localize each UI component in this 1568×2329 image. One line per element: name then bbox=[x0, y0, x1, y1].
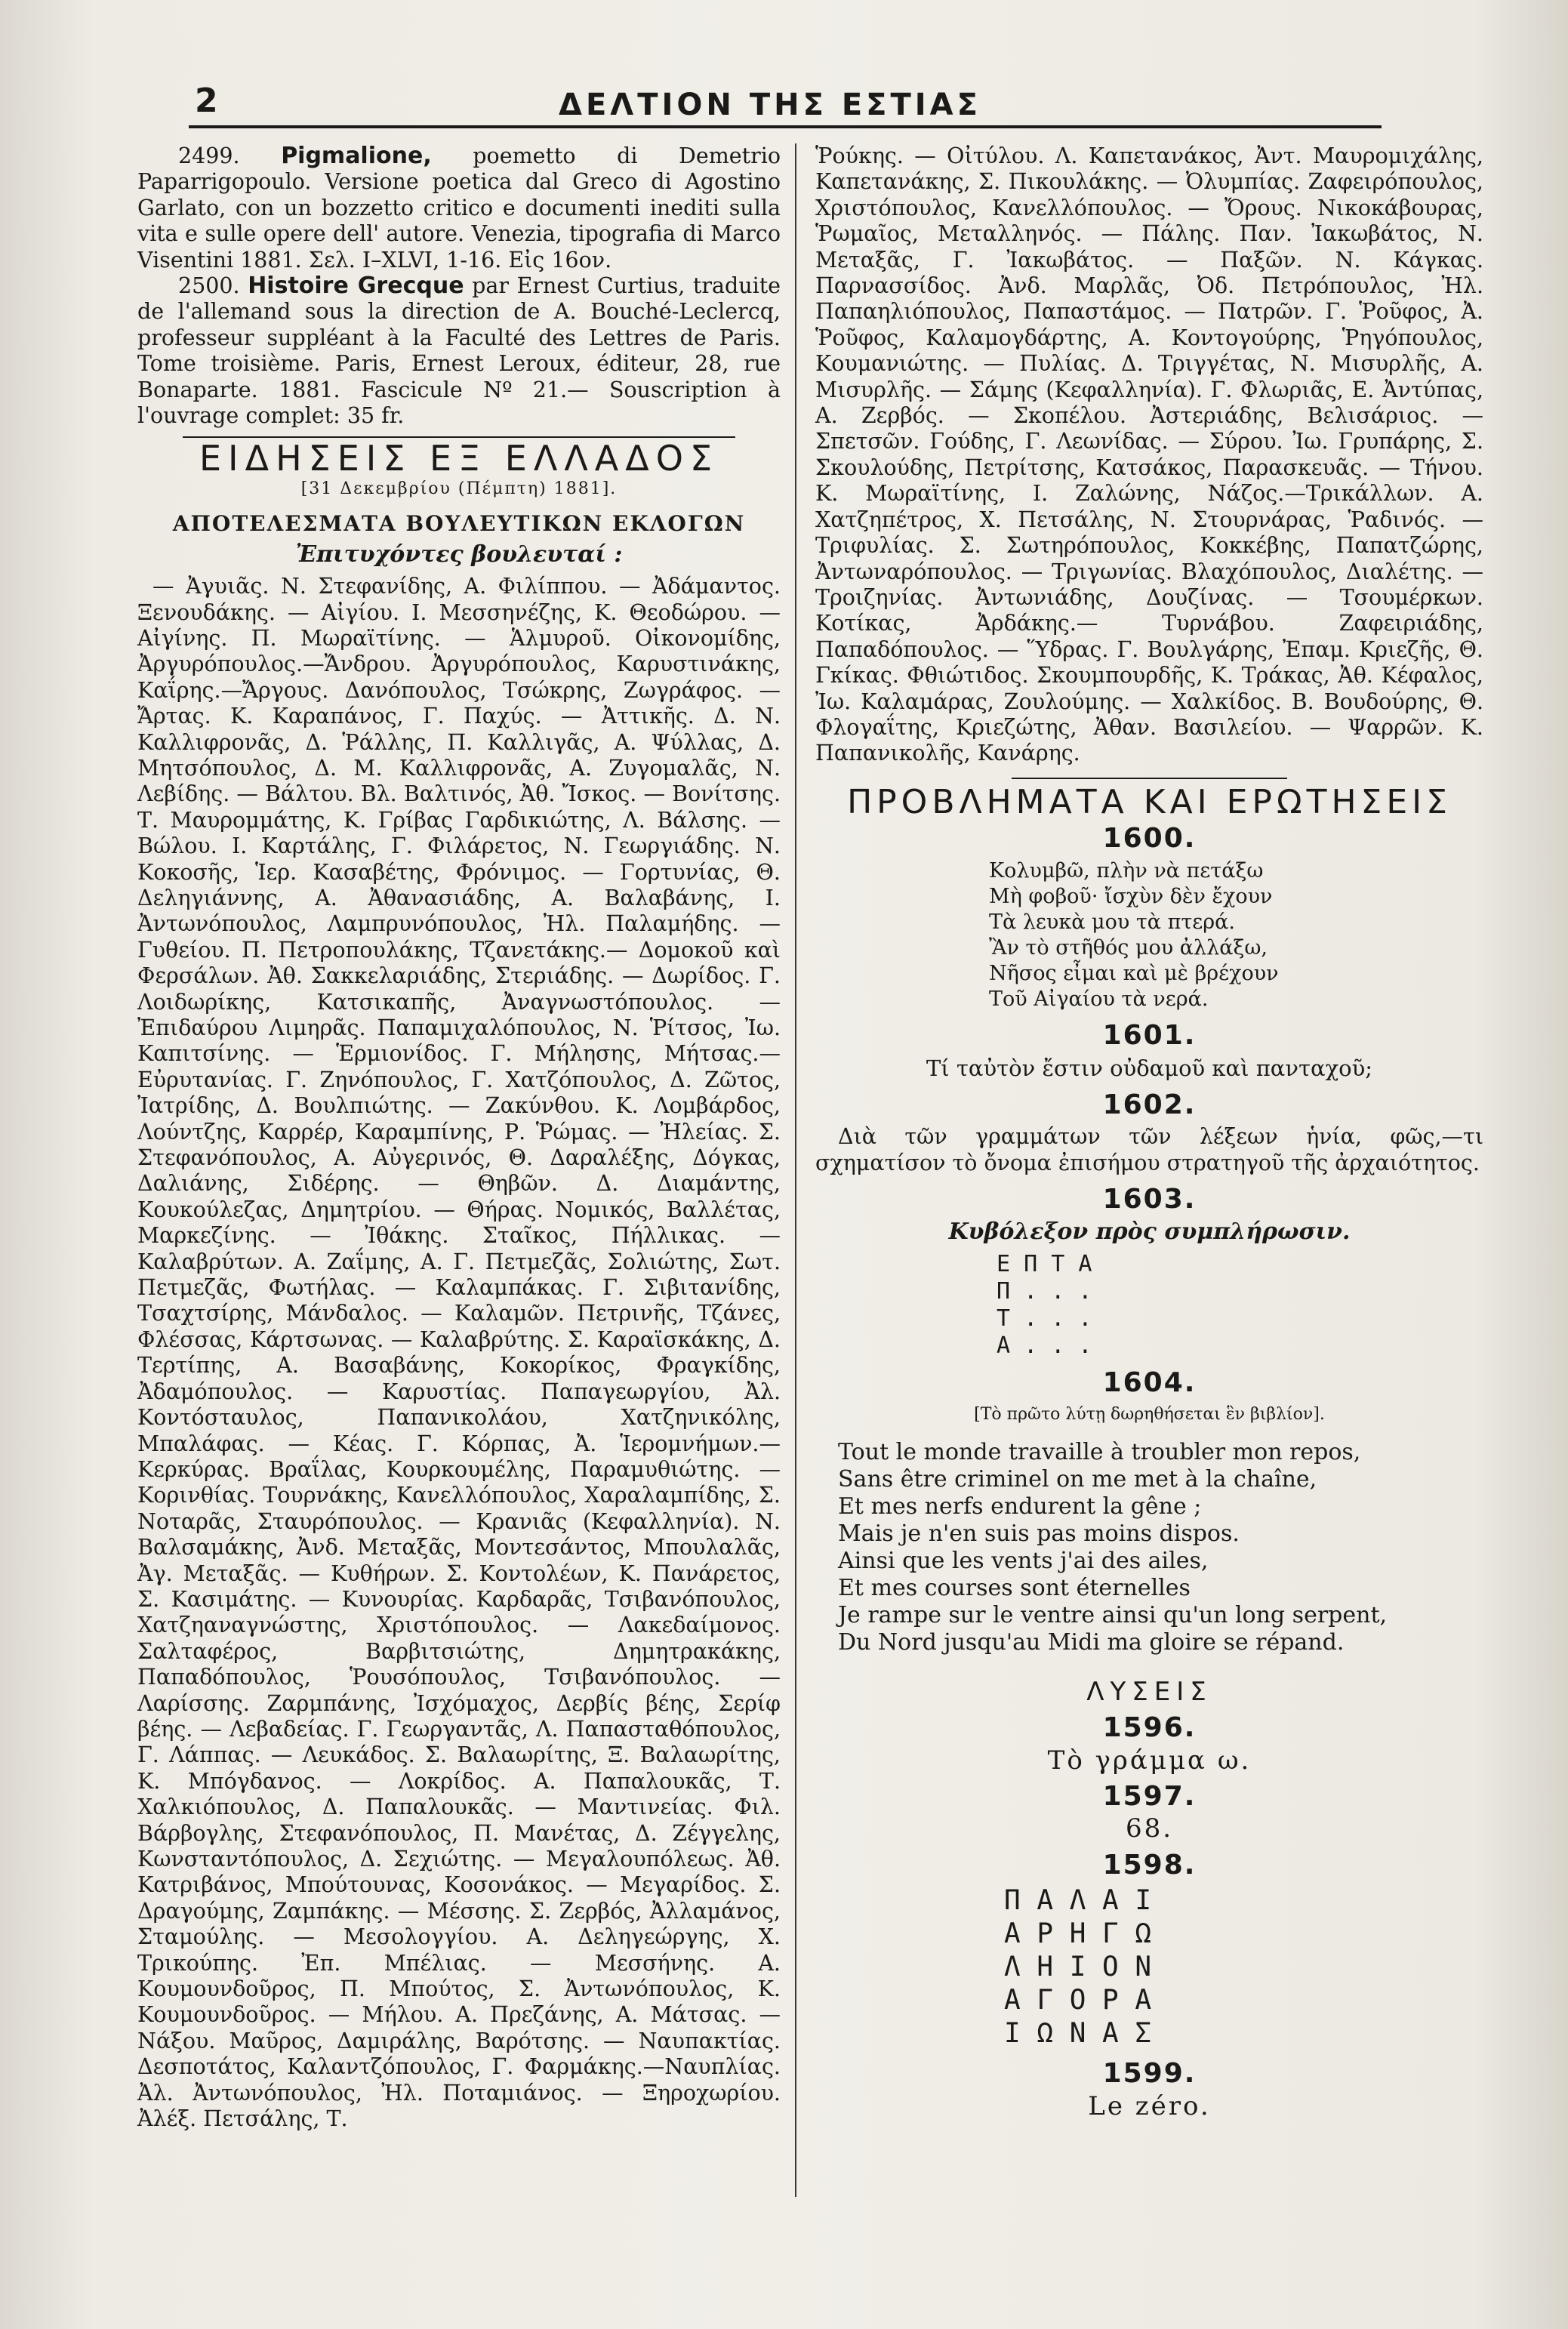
left-column bbox=[137, 143, 781, 2132]
dateline: [31 Δεκεμβρίου (Πέμπτη) 1881]. bbox=[300, 479, 618, 498]
verse-line: Ἂν τὸ στῆθός μου ἀλλάξω, bbox=[989, 935, 1268, 960]
verse-line: Νῆσος εἶμαι καὶ μὲ βρέχουν bbox=[989, 961, 1279, 985]
word-square-row: Π . . . bbox=[997, 1278, 1092, 1305]
solution-number: 1596. bbox=[1102, 1712, 1197, 1744]
word-square-row: Ε Π Τ Α bbox=[997, 1251, 1092, 1277]
verse-line: Tout le monde travaille à troubler mon repos, bbox=[838, 1438, 1361, 1465]
page-number: 2 bbox=[195, 82, 218, 120]
word-square-heading: Κυβόλεξον πρὸς συμπλήρωσιν. bbox=[948, 1218, 1351, 1245]
verse-line: Κολυμβῶ, πλὴν νὰ πετάξω bbox=[989, 858, 1264, 883]
problem-number: 1600. bbox=[1102, 823, 1197, 855]
verse-line: Μὴ φοβοῦ· ἴσχὺν δὲν ἔχουν bbox=[989, 884, 1273, 908]
election-results-continued: Ῥούκης. — Οἰτύλου. Λ. Καπετανάκος, Ἀντ. Μαυρομιχάλης, Καπετανάκης, Σ. Πικουλάκης. — Ὀλυμπίας. Ζαφειρόπουλος, Χριστόπουλος, Κανελλόπουλος. — Ὄρους. Νικοκάβουρας, Ῥωμαῖος, Μεταλληνός. — Πάλης. Παν. Ἰακωβάτος, Ν. Μεταξᾶς, Γ. Ἰακωβάτος. — Παξῶν. Ν. Κάγκας. Παρνασσίδος. Ἀνδ. Μαρλᾶς, Ὀδ. Πετρόπουλος, Ἠλ. Παπαηλιόπουλος, Παπαστάμος. — Πατρῶν. Γ. Ῥοῦφος, Ἀ. Ῥοῦφος, Καλαμογδάρτης, Α. Κοντογούρης, Ῥηγόπουλος, Κουμανιώτης. — Πυλίας. Δ. Τριγγέτας, Ν. Μισυρλῆς, Α. Μισυρλῆς. — Σάμης (Κεφαλληνία). Γ. Φλωριᾶς, Ε. Ἀντύπας, Α. Ζερβός. — Σκοπέλου. Ἀστεριάδης, Βελισάριος. — Σπετσῶν. Γούδης, Γ. Λεωνίδας. — Σύρου. Ἰω. Γρυπάρης, Σ. Σκουλούδης, Πετρίτσης, Κατσάκος, Παρασκευᾶς. — Τήνου. Κ. Μωραϊτίνης, Ι. Ζαλώνης, Νάζος.—Τρικάλλων. Α. Χατζηπέτρος, Χ. Πετσάλης, Ν. Στουρνάρας, Ῥαδινός. — Τριφυλίας. Σ. Σωτηρόπουλος, Κοκκέβης, Παπατζώρης, Ἀντωναρόπουλος. — Τριγωνίας. Βλαχόπουλος, Διαλέτης. —Τροιζηνίας. Ἀντωνιάδης, Δουζίνας. — Τσουμέρκων. Κοτίκας, Ἀρδάκης.— Τυρνάβου. Ζαφειριάδης, Παπαδόπουλος. — Ὕδρας. Γ. Βουλγάρης, Ἐπαμ. Κριεζῆς, Θ. Γκίκας. Φθιώτιδος. Σκουμπουρδῆς, Κ. Τράκας, Ἀθ. Κέφαλος, Ἰω. Καλαμάρας, Ζουλούμης. — Χαλκίδος. Β. Βουδούρης, Θ. Φλογαΐτης, Κριεζώτης, Ἀθαν. Βασιλείου. — Ψαρρῶν. Κ. Παπανικολῆς, Κανάρης. bbox=[815, 143, 1483, 766]
election-results-text: — Ἀγυιᾶς. Ν. Στεφανίδης, Α. Φιλίππου. — Ἀδάμαντος. Ξενουδάκης. — Αἰγίου. Ι. Μεσσηνέζης, Κ. Θεοδώρου. — Αἰγίνης. Π. Μωραϊτίνης. — Ἁλμυροῦ. Οἰκονομίδης, Ἀργυρόπουλος.—Ἄνδρου. Ἀργυρόπουλος, Καρυστινάκης, Καΐρης.—Ἄργους. Δανόπουλος, Τσώκρης, Ζωγράφος. — Ἄρτας. Κ. Καραπάνος, Γ. Παχύς. — Ἀττικῆς. Δ. Ν. Καλλιφρονᾶς, Δ. Ῥάλλης, Π. Καλλιγᾶς, Α. Ψύλλας, Δ. Μητσόπουλος, Δ. Μ. Καλλιφρονᾶς, Α. Ζυγομαλᾶς, Ν. Λεβίδης. — Βάλτου. Βλ. Βαλτινός, Ἀθ. Ἴσκος. — Βονίτσης. Τ. Μαυρομμάτης, Κ. Γρίβας Γαρδικιώτης, Λ. Βάλσης. — Βώλου. Ι. Καρτάλης, Γ. Φιλάρετος, Ν. Γεωργιάδης. Ν. Κοκοσῆς, Ἱερ. Κασαβέτης, Φρόνιμος. — Γορτυνίας, Θ. Δεληγιάννης, Α. Ἀθανασιάδης, Α. Βαλαβάνης, Ι. Ἀντωνόπουλος, Λαμπρυνόπουλος, Ἠλ. Παλαμήδης. — Γυθείου. Π. Πετροπουλάκης, Τζανετάκης.— Δομοκοῦ καὶ Φερσάλων. Ἀθ. Σακκελαριάδης, Στεριάδης. — Δωρίδος. Γ. Λοιδωρίκης, Κατσικαπῆς, Ἀναγνωστόπουλος. — Ἐπιδαύρου Λιμηρᾶς. Παπαμιχαλόπουλος, Ν. Ῥίτσος, Ἰω. Καπιτσίνης. — Ἑρμιονίδος. Γ. Μήλησης, Μήτσας.—Εὐρυτανίας. Γ. Ζηνόπουλος, Γ. Χατζόπουλος, Δ. Ζῶτος, Ἰατρίδης, Δ. Βουλπιώτης. — Ζακύνθου. Κ. Λομβάρδος, Λούντζης, Καρρέρ, Καραμπίνης, Ρ. Ῥώμας. — Ἠλείας. Σ. Στεφανόπουλος, Α. Αὐγερινός, Θ. Δαραλέξης, Δόγκας, Δαλιάνης, Σιδέρης. — Θηβῶν. Δ. Διαμάντης, Κουκούλεζας, Δημητρίου. — Θήρας. Νομικός, Βαλλέτας, Μαρκεζίνης. — Ἰθάκης. Σταῖκος, Πήλλικας. — Καλαβρύτων. Α. Ζαΐμης, Α. Γ. Πετμεζᾶς, Σολιώτης, Σωτ. Πετμεζᾶς, Φωτήλας. — Καλαμπάκας. Γ. Σιβιτανίδης, Τσαχτσίρης, Μάνδαλος. — Καλαμῶν. Πετρινῆς, Τζάνες, Φλέσσας, Κάρτσωνας. — Καλαβρύτης. Σ. Καραϊσκάκης, Δ. Τερτίπης, Α. Βασαβάνης, Κοκορίκος, Φραγκίδης, Ἀδαμόπουλος. — Καρυστίας. Παπαγεωργίου, Ἀλ. Κοντόσταυλος, Παπανικολάου, Χατζηνικόλης, Μπαλάφας. — Κέας. Γ. Κόρπας, Ἀ. Ἱερομνήμων.—Κερκύρας. Βραΐλας, Κουρκουμέλης, Παραμυθιώτης. — Κορινθίας. Τουρνάκης, Κανελλόπουλος, Χαραλαμπίδης, Σ. Νοταρᾶς, Σταυρόπουλος. — Κρανιᾶς (Κεφαλληνία). Ν. Βαλσαμάκης, Ἀνδ. Μεταξᾶς, Μοντεσάντος, Μπουλαλᾶς, Ἀγ. Μεταξᾶς. — Κυθήρων. Σ. Κοντολέων, Κ. Πανάρετος, Σ. Κασιμάτης. — Κυνουρίας. Καρδαρᾶς, Τσιβανόπουλος, Χατζηαναγνώστης, Χριστόπουλος. — Λακεδαίμονος. Σαλταφέρος, Βαρβιτσιώτης, Δημητρακάκης, Παπαδόπουλος, Ῥουσόπουλος, Τσιβανόπουλος. — Λαρίσσης. Ζαρμπάνης, Ἰσχόμαχος, Δερβίς βέης, Σερίφ βέης. — Λεβαδείας. Γ. Γεωργαντᾶς, Λ. Παπασταθόπουλος, Γ. Λάππας. — Λευκάδος. Σ. Βαλαωρίτης, Ξ. Βαλαωρίτης, Κ. Μπόγδανος. — Λοκρίδος. Α. Παπαλουκᾶς, Τ. Χαλκιόπουλος, Δ. Παπαλουκᾶς. — Μαντινείας. Φιλ. Βάρβογλης, Στεφανόπουλος, Π. Μανέτας, Δ. Ζέγγελης, Κωνσταντόπουλος, Δ. Σεχιώτης. — Μεγαλουπόλεως. Ἀθ. Κατριβάνος, Μπούτουνας, Κοσονάκος. — Μεγαρίδος. Σ. Δραγούμης, Ζαμπάκης. — Μέσσης. Σ. Ζερβός, Ἀλλαμάνος, Σταμούλης. — Μεσολογγίου. Α. Δεληγεώργης, Χ. Τρικούπης. Ἐπ. Μπέλιας. — Μεσσήνης. Α. Κουμουνδοῦρος, Π. Μπούτος, Σ. Ἀντωνόπουλος, Κ. Κουμουνδοῦρος. — Μήλου. Α. Πρεζάνης, Α. Μάτσας. — Νάξου. Μαῦρος, Δαμιράλης, Βαρότσης. — Ναυπακτίας. Δεσποτάτος, Καλαντζόπουλος, Γ. Φαρμάκης.—Ναυπλίας. Ἀλ. Ἀντωνόπουλος, Ἠλ. Ποταμιάνος. — Ξηροχωρίου. Ἀλέξ. Πετσάλης, Τ. bbox=[137, 574, 781, 2132]
masthead-title: ΔΕΛΤΙΟΝ ΤΗΣ ΕΣΤΙΑΣ bbox=[559, 88, 981, 122]
riddle-1604 bbox=[838, 1439, 1483, 1656]
verse-line: Ainsi que les vents j'ai des ailes, bbox=[838, 1547, 1209, 1574]
prize-note: [Τὸ πρῶτο λύτῃ δωρηθήσεται ἓν βιβλίον]. bbox=[974, 1405, 1325, 1425]
solution-number: 1598. bbox=[1102, 1849, 1197, 1881]
page-header bbox=[136, 82, 1382, 128]
solution-grid-row: Α Γ Ο Ρ Α bbox=[1004, 1985, 1152, 2016]
riddle-1601: Τί ταὐτὸν ἔστιν οὐδαμοῦ καὶ πανταχοῦ; bbox=[926, 1055, 1373, 1081]
solution-1598-grid bbox=[1004, 1884, 1483, 2050]
bibliography-entry-2499 bbox=[137, 143, 781, 273]
problem-number: 1602. bbox=[1102, 1089, 1197, 1120]
elected-members-subheading: Ἐπιτυχόντες βουλευταί : bbox=[295, 541, 623, 568]
section-rule bbox=[1012, 778, 1287, 779]
verse-line: Et mes nerfs endurent la gêne ; bbox=[838, 1493, 1202, 1520]
verse-line: Et mes courses sont éternelles bbox=[838, 1574, 1191, 1601]
verse-line: Je rampe sur le ventre ainsi qu'un long serpent, bbox=[838, 1601, 1388, 1628]
solution-number: 1599. bbox=[1102, 2058, 1197, 2090]
entry-title: Histoire Grecque bbox=[248, 273, 464, 300]
verse-line: Τὰ λευκὰ μου τὰ πτερά. bbox=[989, 910, 1235, 934]
election-results-heading: ΑΠΟΤΕΛΕΣΜΑΤΑ ΒΟΥΛΕΥΤΙΚΩΝ ΕΚΛΟΓΩΝ bbox=[172, 511, 746, 537]
riddle-1602: Διὰ τῶν γραμμάτων τῶν λέξεων ἡνία, φῶς,—τι σχηματίσον τὸ ὄνομα ἐπισήμου στρατηγοῦ τῆς ἀρχαιότητος. bbox=[815, 1124, 1483, 1175]
solutions-heading: ΛΥΣΕΙΣ bbox=[1086, 1676, 1212, 1707]
problem-number: 1603. bbox=[1102, 1184, 1197, 1215]
verse-line: Sans être criminel on me met à la chaîne, bbox=[838, 1465, 1317, 1493]
solution-grid-row: Ι Ω Ν Α Σ bbox=[1004, 2018, 1152, 2050]
solution-1599: Le zéro. bbox=[1088, 2090, 1211, 2121]
problem-number: 1604. bbox=[1102, 1367, 1197, 1398]
problem-number: 1601. bbox=[1102, 1019, 1197, 1051]
solution-grid-row: Π Α Λ Α Ι bbox=[1004, 1885, 1152, 1917]
solution-1596: Τὸ γράμμα ω. bbox=[1047, 1745, 1252, 1776]
riddle-1600 bbox=[989, 858, 1483, 1012]
solution-1597: 68. bbox=[1125, 1813, 1174, 1844]
verse-line: Du Nord jusqu'au Midi ma gloire se répand. bbox=[838, 1628, 1345, 1656]
news-section-title: ΕΙΔΗΣΕΙΣ ΕΞ ΕΛΛΑΔΟΣ bbox=[199, 438, 719, 479]
verse-line: Mais je n'en suis pas moins dispos. bbox=[838, 1520, 1240, 1547]
entry-number: 2500. bbox=[178, 273, 240, 299]
column-divider bbox=[795, 143, 796, 2197]
verse-line: Τοῦ Αἰγαίου τὰ νερά. bbox=[989, 987, 1209, 1011]
entry-text: poemetto di Demetrio Paparrigopoulo. Versione poetica dal Greco di Agostino Garlato, con un bozzetto critico e documenti inediti sulla vita e sulle opere dell' autore. Venezia, tipografia di Marco Visentini 1881. Σελ. I–XLVI, 1-16. Εἰς 16ον. bbox=[137, 143, 781, 273]
solution-number: 1597. bbox=[1102, 1781, 1197, 1813]
entry-title: Pigmalione, bbox=[281, 143, 432, 169]
word-square-grid bbox=[997, 1251, 1483, 1360]
word-square-row: Τ . . . bbox=[997, 1305, 1092, 1332]
bibliography-entry-2500 bbox=[137, 273, 781, 429]
right-column bbox=[815, 143, 1483, 2124]
entry-text: par Ernest Curtius, traduite de l'allemand sous la direction de A. Bouché-Leclercq, professeur suppléant à la Faculté des Lettres de Paris. Tome troisième. Paris, Ernest Leroux, éditeur, 28, rue Bonaparte. 1881. Fascicule Nº 21.— Souscription à l'ouvrage complet: 35 fr. bbox=[137, 273, 781, 429]
solution-grid-row: Λ Η Ι Ο Ν bbox=[1004, 1952, 1152, 1983]
problems-section-title: ΠΡΟΒΛΗΜΑΤΑ ΚΑΙ ΕΡΩΤΗΣΕΙΣ bbox=[847, 782, 1452, 821]
header-rule bbox=[189, 125, 1382, 128]
word-square-row: Α . . . bbox=[997, 1332, 1092, 1359]
solution-grid-row: Α Ρ Η Γ Ω bbox=[1004, 1918, 1152, 1950]
entry-number: 2499. bbox=[178, 143, 240, 168]
